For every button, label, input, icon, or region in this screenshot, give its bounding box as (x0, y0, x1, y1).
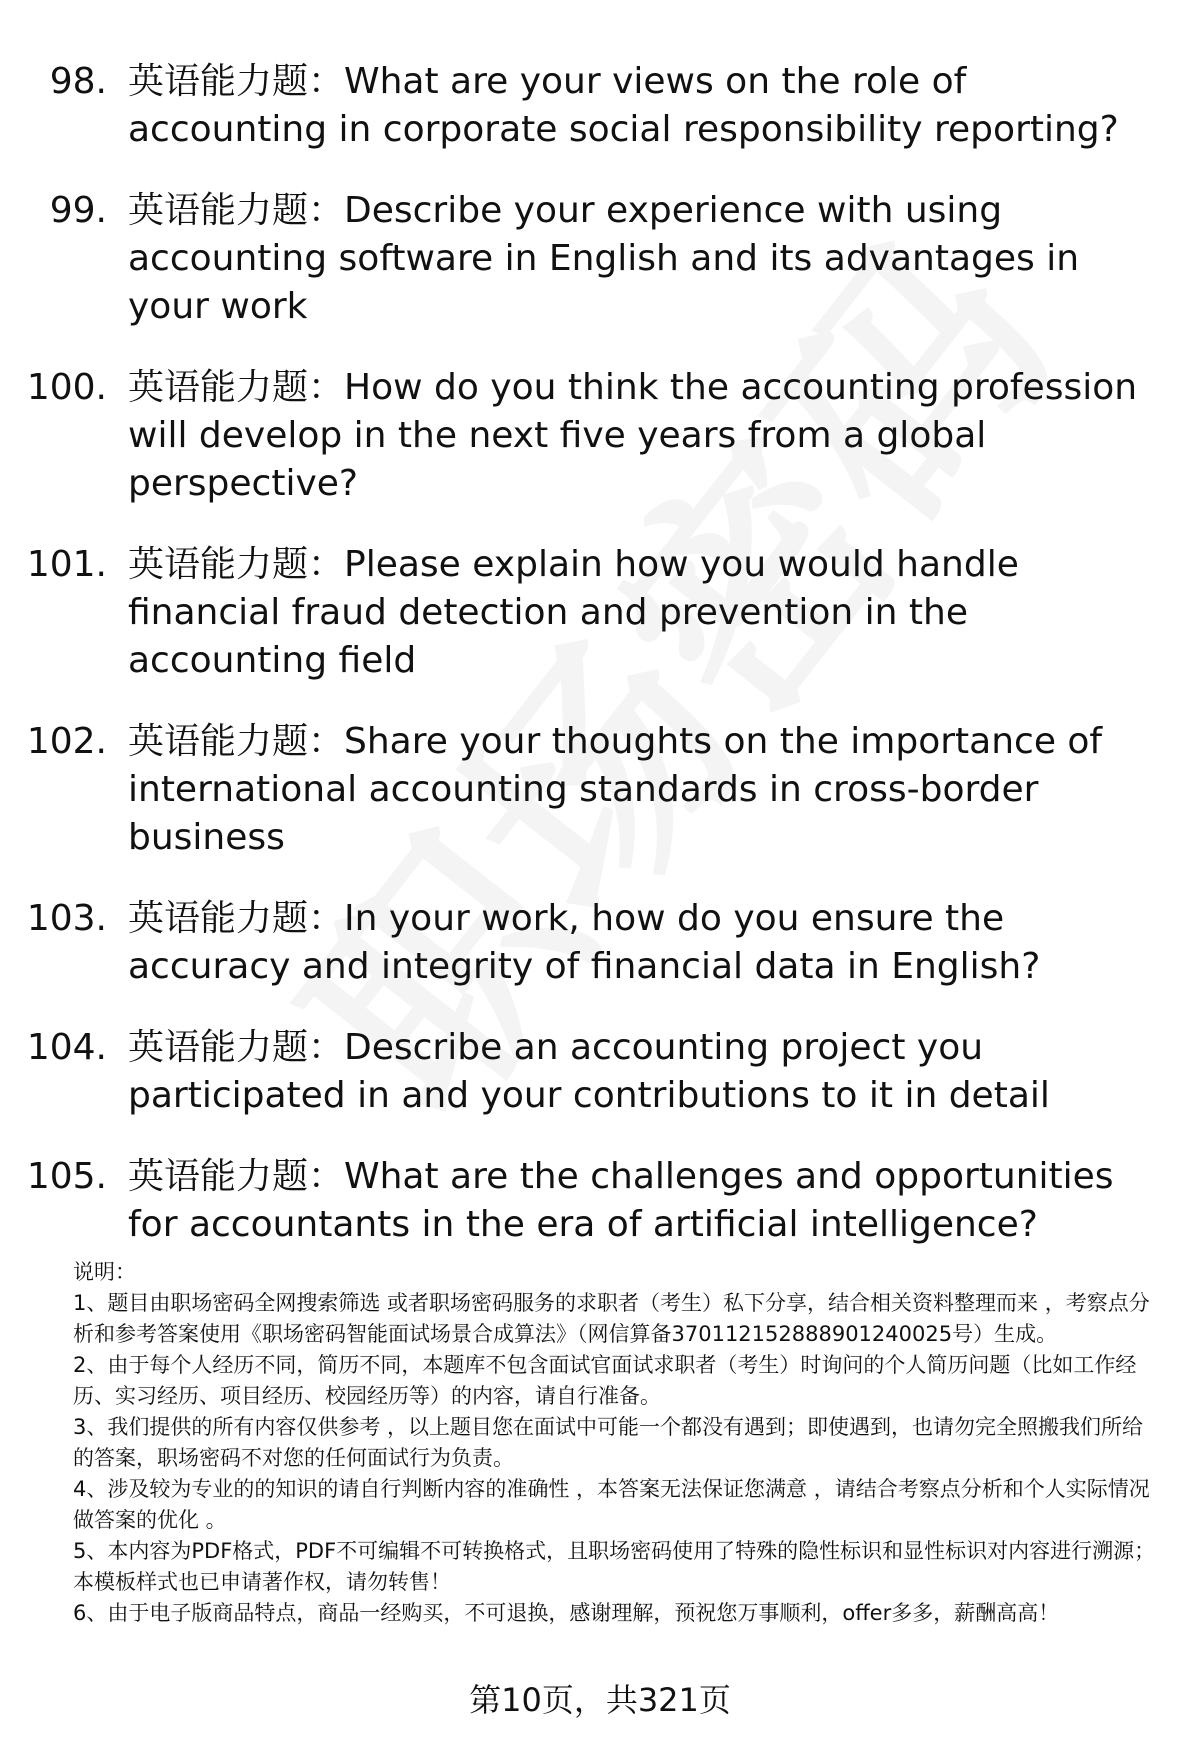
note-item: 6、由于电子版商品特点，商品一经购买，不可退换，感谢理解，预祝您万事顺利，offer多多，薪酬高高！ (73, 1601, 1060, 1625)
question-text: 英语能力题：Please explain how you would handle financial fraud detection and prevention in the accounting field (128, 544, 1019, 681)
question-number: 104. (26, 1027, 107, 1068)
question-number: 102. (26, 721, 107, 762)
question-text: 英语能力题：Share your thoughts on the importance of international accounting standards in cross-border business (128, 721, 1103, 858)
question-item (0, 58, 1200, 154)
note-item: 2、由于每个人经历不同，简历不同，本题库不包含面试官面试求职者（考生）时询问的个人简历问题（比如工作经历、实习经历、项目经历、校园经历等）的内容，请自行准备。 (73, 1353, 1137, 1408)
question-number: 101. (26, 544, 107, 585)
question-text: 英语能力题：How do you think the accounting profession will develop in the next five years from a global perspective? (128, 367, 1138, 504)
question-item (0, 541, 1200, 685)
question-number: 98. (49, 61, 107, 102)
question-text: 英语能力题：What are the challenges and opportunities for accountants in the era of artificial intelligence? (128, 1156, 1114, 1245)
question-number: 99. (49, 190, 107, 231)
question-text: 英语能力题：In your work, how do you ensure the accuracy and integrity of financial data in English? (128, 898, 1041, 987)
question-text: 英语能力题：Describe your experience with using accounting software in English and its advantages in your work (128, 190, 1080, 327)
question-list (0, 58, 1200, 1282)
notes-heading: 说明： (73, 1260, 136, 1284)
question-item (0, 364, 1200, 508)
question-number: 103. (26, 898, 107, 939)
question-text: 英语能力题：Describe an accounting project you participated in and your contributions to it in detail (128, 1027, 1050, 1116)
question-number: 105. (26, 1156, 107, 1197)
question-item (0, 1024, 1200, 1120)
note-item: 3、我们提供的所有内容仅供参考 ，以上题目您在面试中可能一个都没有遇到；即使遇到，也请勿完全照搬我们所给的答案，职场密码不对您的任何面试行为负责。 (73, 1415, 1144, 1470)
note-item: 5、本内容为PDF格式，PDF不可编辑不可转换格式，且职场密码使用了特殊的隐性标识和显性标识对内容进行溯源；本模板样式也已申请著作权，请勿转售！ (73, 1539, 1156, 1594)
question-text: 英语能力题：What are your views on the role of accounting in corporate social responsibility reporting? (128, 61, 1119, 150)
question-number: 100. (26, 367, 107, 408)
question-item (0, 895, 1200, 991)
question-item (0, 187, 1200, 331)
page-number: 第10页，共321页 (469, 1681, 731, 1719)
note-item: 4、涉及较为专业的的知识的请自行判断内容的准确性 ，本答案无法保证您满意 ，请结合考察点分析和个人实际情况做答案的优化 。 (73, 1477, 1150, 1532)
notes-section (73, 1257, 1163, 1629)
question-item (0, 1153, 1200, 1249)
question-item (0, 718, 1200, 862)
note-item: 1、题目由职场密码全网搜索筛选 或者职场密码服务的求职者（考生）私下分享，结合相关资料整理而来 ，考察点分析和参考答案使用《职场密码智能面试场景合成算法》（网信算备370112152888901240025号）生成。 (73, 1291, 1150, 1346)
